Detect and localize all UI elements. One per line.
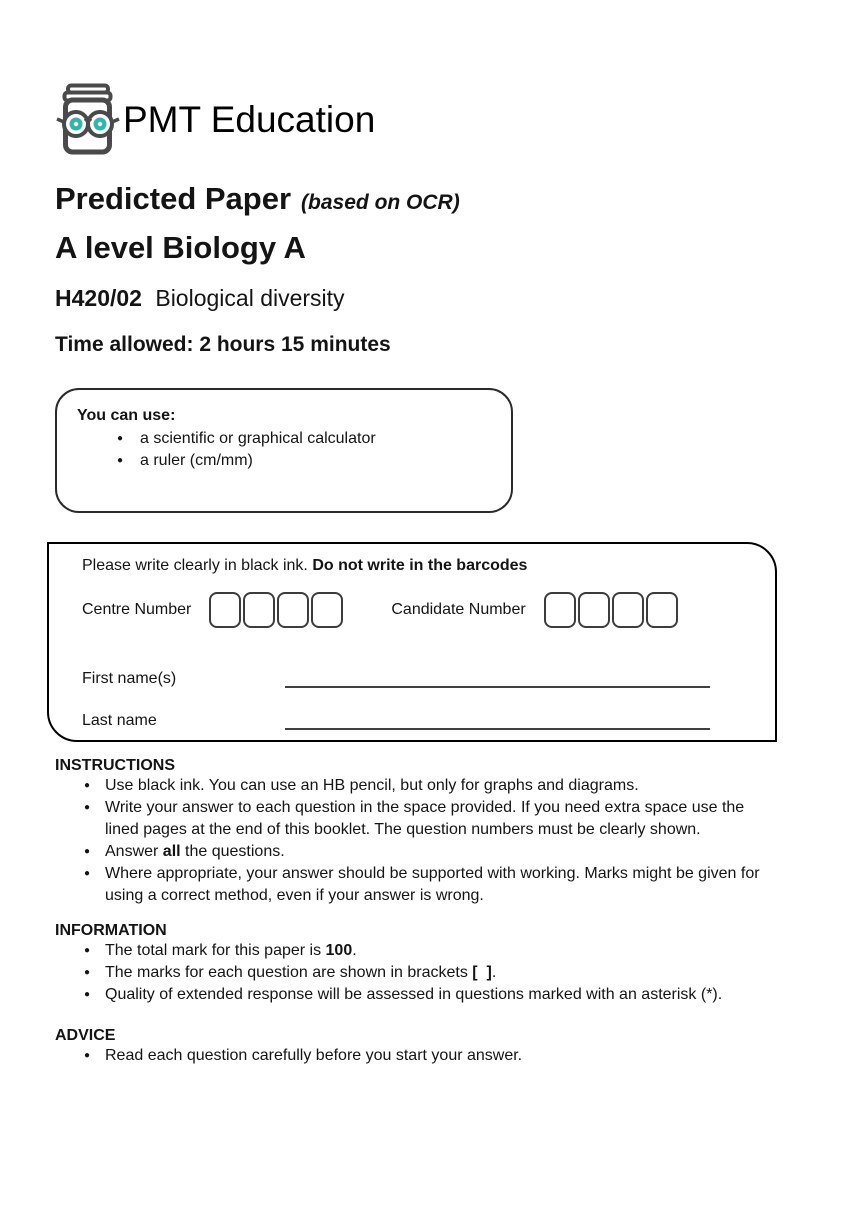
centre-number-label: Centre Number bbox=[82, 601, 192, 618]
advice-list bbox=[55, 1045, 767, 1067]
instructions-heading: INSTRUCTIONS bbox=[55, 757, 175, 774]
list-item bbox=[105, 940, 767, 962]
text-segment: The total mark for this paper is bbox=[105, 942, 326, 959]
bold-text-segment: all bbox=[162, 843, 181, 860]
bold-text-segment: [ ] bbox=[472, 964, 492, 981]
last-name-label: Last name bbox=[82, 712, 157, 729]
centre-number-boxes bbox=[209, 592, 343, 628]
list-item bbox=[105, 1045, 767, 1067]
candidate-details-box bbox=[47, 542, 777, 742]
you-can-use-list bbox=[77, 428, 491, 472]
instructions-list bbox=[55, 775, 767, 907]
list-item bbox=[105, 962, 767, 984]
digit-box[interactable] bbox=[544, 592, 576, 628]
text-segment: a scientific or graphical calculator bbox=[140, 430, 376, 447]
text-segment: Write your answer to each question in the space provided. If you need extra space use the lined pages at the end of this booklet. The question numbers must be clearly shown. bbox=[105, 799, 745, 838]
text-segment: Please write clearly in black ink. bbox=[82, 557, 313, 574]
list-item bbox=[140, 428, 491, 450]
list-item bbox=[105, 775, 767, 797]
text-segment: . bbox=[352, 942, 357, 959]
pmt-book-glasses-icon bbox=[55, 83, 121, 157]
paper-title-suffix: (based on OCR) bbox=[301, 191, 460, 214]
list-item bbox=[105, 984, 767, 1006]
digit-box[interactable] bbox=[578, 592, 610, 628]
list-item bbox=[105, 797, 767, 841]
paper-name: Biological diversity bbox=[155, 285, 345, 311]
text-segment: the questions. bbox=[180, 843, 285, 860]
text-segment: a ruler (cm/mm) bbox=[140, 452, 253, 469]
text-segment: Read each question carefully before you start your answer. bbox=[105, 1047, 523, 1064]
paper-title-row bbox=[55, 181, 812, 217]
brand-name: PMT Education bbox=[123, 99, 376, 140]
digit-box[interactable] bbox=[277, 592, 309, 628]
brand-header bbox=[55, 83, 812, 157]
digit-box[interactable] bbox=[311, 592, 343, 628]
paper-code-row bbox=[55, 285, 812, 312]
advice-heading: ADVICE bbox=[55, 1027, 116, 1044]
list-item bbox=[105, 841, 767, 863]
list-item bbox=[105, 863, 767, 907]
digit-box[interactable] bbox=[646, 592, 678, 628]
digit-box[interactable] bbox=[209, 592, 241, 628]
information-list bbox=[55, 940, 767, 1006]
bold-text-segment: Do not write in the barcodes bbox=[312, 557, 528, 574]
text-segment: Quality of extended response will be assessed in questions marked with an asterisk (*). bbox=[105, 986, 723, 1003]
text-segment: Use black ink. You can use an HB pencil, but only for graphs and diagrams. bbox=[105, 777, 639, 794]
paper-code: H420/02 bbox=[55, 285, 142, 311]
digit-box[interactable] bbox=[243, 592, 275, 628]
last-name-row bbox=[82, 702, 775, 730]
number-entry-row bbox=[82, 591, 775, 629]
list-item bbox=[140, 450, 491, 472]
text-segment: . bbox=[491, 964, 497, 981]
information-heading: INFORMATION bbox=[55, 922, 167, 939]
time-allowed: Time allowed: 2 hours 15 minutes bbox=[55, 333, 391, 356]
paper-subtitle: A level Biology A bbox=[55, 230, 306, 265]
first-name-row bbox=[82, 660, 775, 688]
first-name-field[interactable] bbox=[285, 662, 710, 688]
text-segment: The marks for each question are shown in brackets bbox=[105, 964, 473, 981]
digit-box[interactable] bbox=[612, 592, 644, 628]
text-segment: Answer bbox=[105, 843, 163, 860]
black-ink-notice bbox=[82, 557, 775, 575]
you-can-use-box bbox=[55, 388, 513, 513]
first-name-label: First name(s) bbox=[82, 670, 177, 687]
candidate-number-label: Candidate Number bbox=[391, 601, 526, 618]
you-can-use-heading: You can use: bbox=[77, 407, 176, 424]
bold-text-segment: 100 bbox=[325, 942, 353, 959]
last-name-field[interactable] bbox=[285, 704, 710, 730]
text-segment: Where appropriate, your answer should be supported with working. Marks might be given for using a correct method, even if your answer is wrong. bbox=[105, 865, 760, 904]
paper-title: Predicted Paper bbox=[55, 181, 292, 216]
candidate-number-boxes bbox=[544, 592, 678, 628]
